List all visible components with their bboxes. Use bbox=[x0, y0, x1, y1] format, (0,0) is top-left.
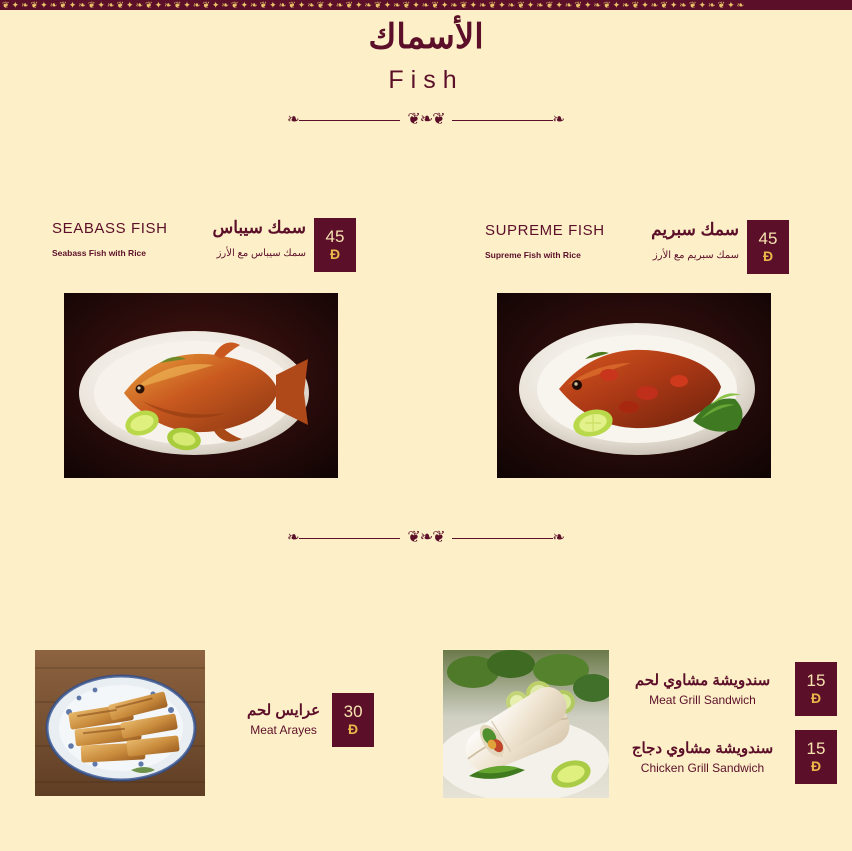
top-border-strip bbox=[0, 0, 852, 10]
price-badge bbox=[795, 730, 837, 784]
price-amount: 45 bbox=[325, 227, 345, 246]
item-name-arabic: سمك سبريم bbox=[651, 220, 739, 239]
menu-item-chicken-grill-sandwich[interactable] bbox=[620, 730, 837, 784]
item-name-english: Meat Grill Sandwich bbox=[649, 692, 756, 707]
menu-item-seabass-fish[interactable] bbox=[52, 218, 356, 272]
menu-item-text-block bbox=[247, 701, 332, 739]
divider-center-ornament-icon: ❦❧❦ bbox=[400, 110, 451, 130]
menu-item-supreme-fish[interactable] bbox=[485, 220, 789, 274]
divider-center-ornament-icon: ❦❧❦ bbox=[400, 528, 451, 548]
photo-meat-arayes bbox=[35, 650, 205, 796]
item-desc-english: Supreme Fish with Rice bbox=[485, 250, 581, 260]
ornamental-divider-top bbox=[281, 107, 571, 133]
ornamental-divider-bottom bbox=[281, 525, 571, 551]
currency-symbol-icon: Ð bbox=[348, 721, 359, 737]
divider-right-ornament-icon: ❧ bbox=[552, 529, 565, 546]
price-amount: 15 bbox=[806, 671, 826, 690]
currency-symbol-icon: Ð bbox=[762, 248, 774, 264]
photo-supreme-fish bbox=[497, 293, 771, 478]
photo-seabass-fish bbox=[64, 293, 338, 478]
item-name-english: SUPREME FISH bbox=[485, 222, 605, 239]
item-name-arabic: سندويشة مشاوي لحم bbox=[634, 671, 771, 689]
item-name-arabic: سندويشة مشاوي دجاج bbox=[631, 739, 774, 757]
menu-item-text-block bbox=[620, 738, 795, 777]
currency-symbol-icon: Ð bbox=[810, 690, 822, 706]
item-name-english: SEABASS FISH bbox=[52, 220, 168, 237]
divider-right-ornament-icon: ❧ bbox=[552, 111, 565, 128]
menu-item-meat-grill-sandwich[interactable] bbox=[620, 662, 837, 716]
item-name-arabic: سمك سيباس bbox=[212, 218, 306, 237]
menu-item-text-block bbox=[620, 670, 795, 709]
price-badge bbox=[747, 220, 789, 274]
price-badge bbox=[795, 662, 837, 716]
currency-symbol-icon: Ð bbox=[810, 758, 822, 774]
menu-item-meat-arayes[interactable] bbox=[247, 693, 374, 747]
divider-left-ornament-icon: ❧ bbox=[287, 111, 300, 128]
page-header bbox=[0, 16, 852, 95]
menu-item-title-row bbox=[52, 218, 306, 238]
menu-item-header bbox=[52, 218, 356, 272]
item-desc-arabic: سمك سبريم مع الأرز bbox=[652, 250, 739, 261]
price-amount: 30 bbox=[343, 702, 363, 721]
price-badge bbox=[332, 693, 374, 747]
menu-item-header bbox=[485, 220, 789, 274]
item-desc-english: Seabass Fish with Rice bbox=[52, 248, 147, 258]
menu-item-text-block bbox=[485, 220, 747, 261]
price-amount: 15 bbox=[806, 739, 826, 758]
menu-item-text-block bbox=[52, 218, 314, 259]
price-badge bbox=[314, 218, 356, 272]
page-title-english: Fish bbox=[388, 66, 464, 94]
top-border-motif: ❦✦❧❦✦❧❦✦❧❦✦❧❦✦❧❦✦❧❦✦❧❦✦❧❦✦❧❦✦❧❦✦❧❦✦❧❦✦❧❦✦❧❦✦❧❦✦❧❦✦❧❦✦❧❦✦❧❦✦❧❦✦❧❦✦❧❦✦❧❦✦❧❦✦❧❦✦❧ bbox=[2, 0, 747, 10]
menu-group-sandwiches bbox=[620, 662, 837, 798]
menu-item-desc-row bbox=[52, 248, 306, 259]
item-name-english: Meat Arayes bbox=[250, 723, 317, 737]
item-name-english: Chicken Grill Sandwich bbox=[640, 760, 765, 775]
menu-item-title-row bbox=[485, 220, 739, 240]
price-amount: 45 bbox=[758, 229, 778, 248]
currency-symbol-icon: Ð bbox=[329, 246, 341, 262]
divider-left-ornament-icon: ❧ bbox=[287, 529, 300, 546]
photo-grill-sandwich bbox=[443, 650, 609, 798]
menu-item-desc-row bbox=[485, 250, 739, 261]
item-name-arabic: عرايس لحم bbox=[247, 702, 321, 719]
item-desc-arabic: سمك سيباس مع الأرز bbox=[216, 248, 306, 259]
page-title-arabic: الأسماك bbox=[368, 18, 484, 56]
